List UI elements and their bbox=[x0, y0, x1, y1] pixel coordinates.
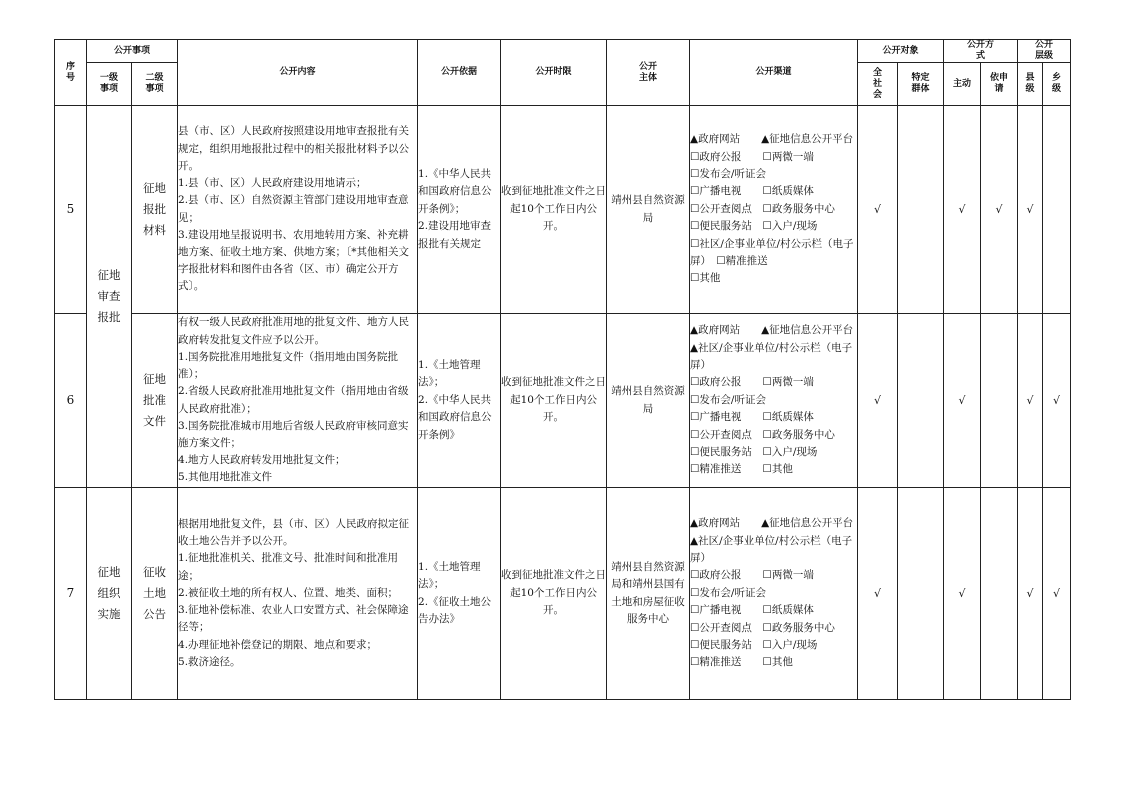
header-channels: 公开渠道 bbox=[690, 40, 858, 106]
row-content bbox=[178, 106, 418, 314]
header-items-group: 公开事项 bbox=[87, 40, 178, 63]
channel-line: ☐公开查阅点 ☐政务服务中心 bbox=[690, 428, 835, 441]
content-line: 4.办理征地补偿登记的期限、地点和要求； bbox=[178, 638, 378, 651]
content-line: 县（市、区）人民政府按照建设用地审查报批有关规定，组织用地报批过程中的相关报批材料予以公开。 bbox=[178, 125, 410, 172]
header-method-group: 公开方式 bbox=[944, 40, 1018, 63]
row-level2 bbox=[132, 106, 178, 314]
row-seq: 5 bbox=[55, 106, 87, 314]
row-basis bbox=[418, 314, 501, 488]
channel-line: ▲政府网站 ▲征地信息公开平台 ▲社区/企事业单位/村公示栏（电子屏） bbox=[690, 517, 875, 564]
row-level2 bbox=[132, 488, 178, 700]
table-row bbox=[55, 314, 1071, 488]
channel-line: ▲政府网站 ▲征地信息公开平台 bbox=[690, 133, 854, 146]
content-line: 1.县（市、区）人民政府建设用地请示； bbox=[178, 177, 367, 190]
row-township bbox=[1043, 106, 1071, 314]
header-level2: 二级事项 bbox=[132, 63, 178, 106]
header-subject: 公开主体 bbox=[607, 40, 690, 106]
channel-line: ☐公开查阅点 ☐政务服务中心 bbox=[690, 202, 835, 215]
content-line: 5.救济途径。 bbox=[178, 655, 241, 668]
header-time-limit: 公开时限 bbox=[501, 40, 607, 106]
row-channels bbox=[690, 314, 875, 488]
channel-line: ☐广播电视 ☐纸质媒体 bbox=[690, 185, 814, 198]
row-time-limit: 收到征地批准文件之日起10个工作日内公开。 bbox=[501, 488, 607, 700]
channel-line: ☐其他 bbox=[690, 272, 721, 285]
row-apply: √ bbox=[981, 106, 1018, 314]
content-line: 1.国务院批准用地批复文件（指用地由国务院批准）； bbox=[178, 350, 399, 381]
header-seq: 序号 bbox=[55, 40, 87, 106]
row-county: √ bbox=[1018, 106, 1043, 314]
channel-line: ☐社区/企事业单位/村公示栏（电子屏） ☐精准推送 bbox=[690, 237, 854, 268]
channel-line: ☐广播电视 ☐纸质媒体 bbox=[690, 411, 814, 424]
row-time-limit: 收到征地批准文件之日起10个工作日内公开。 bbox=[501, 314, 607, 488]
level1-label: 征地组织实施 bbox=[97, 565, 121, 621]
level1-review bbox=[87, 106, 132, 488]
row-channels bbox=[690, 106, 858, 314]
row-time-limit: 收到征地批准文件之日起10个工作日内公开。 bbox=[501, 106, 607, 314]
channel-line: ☐便民服务站 ☐入户/现场 bbox=[690, 220, 818, 233]
channel-line: ☐政府公报 ☐两微一端 bbox=[690, 376, 814, 389]
row-basis bbox=[418, 488, 501, 700]
disclosure-table bbox=[54, 39, 1071, 700]
content-line: 2.被征收土地的所有权人、位置、地类、面积； bbox=[178, 586, 399, 599]
row-seq: 6 bbox=[55, 314, 87, 488]
channel-line: ☐便民服务站 ☐入户/现场 bbox=[690, 639, 818, 652]
row-subject: 靖州县自然资源局 bbox=[607, 106, 690, 314]
row-target-specific bbox=[898, 314, 944, 488]
content-line: 有权一级人民政府批准用地的批复文件、地方人民政府转发批复文件应予以公开。 bbox=[178, 316, 410, 346]
channel-line: ☐便民服务站 ☐入户/现场 bbox=[690, 446, 818, 459]
header-level-county: 县级 bbox=[1018, 63, 1043, 106]
row-subject: 靖州县自然资源局 bbox=[607, 314, 690, 488]
basis-line: 2.《中华人民共和国政府信息公开条例》 bbox=[418, 393, 492, 441]
row-channels bbox=[690, 488, 875, 700]
row-active: √ bbox=[944, 488, 981, 700]
channel-line: ☐公开查阅点 ☐政务服务中心 bbox=[690, 621, 835, 634]
content-line: 3.国务院批准城市用地后省级人民政府审核同意实施方案文件； bbox=[178, 419, 409, 449]
content-line: 3.建设用地呈报说明书、农用地转用方案、补充耕地方案、征收土地方案、供地方案；〔*其他相关文字报批材料和图件由各省（区、市）确定公开方式〕。 bbox=[178, 228, 410, 293]
channel-line: ☐发布会/听证会 bbox=[690, 586, 766, 599]
header-method-active: 主动 bbox=[944, 63, 981, 106]
channel-line: ☐广播电视 ☐纸质媒体 bbox=[690, 604, 814, 617]
header-content: 公开内容 bbox=[178, 40, 418, 106]
row-township: √ bbox=[1043, 314, 1071, 488]
content-line: 2.县（市、区）自然资源主管部门建设用地审查意见； bbox=[178, 194, 409, 224]
basis-line: 1.《土地管理法》； bbox=[418, 358, 481, 389]
table-row bbox=[55, 488, 1071, 700]
basis-line: 1.《中华人民共和国政府信息公开条例》； bbox=[418, 167, 492, 215]
header-level1: 一级事项 bbox=[87, 63, 132, 106]
row-seq: 7 bbox=[55, 488, 87, 700]
level2-label: 征地报批材料 bbox=[143, 181, 166, 237]
header-target-all: 全社会 bbox=[858, 63, 898, 106]
row-level2 bbox=[132, 314, 178, 488]
level1-label: 征地审查报批 bbox=[97, 268, 121, 324]
content-line: 4.地方人民政府转发用地批复文件； bbox=[178, 454, 346, 467]
content-line: 根据用地批复文件，县（市、区）人民政府拟定征收土地公告并予以公开。 bbox=[178, 518, 410, 548]
content-line: 2.省级人民政府批准用地批复文件（指用地由省级人民政府批准）； bbox=[178, 385, 409, 415]
channel-line: ☐政府公报 ☐两微一端 bbox=[690, 150, 814, 163]
basis-line: 1.《土地管理法》； bbox=[418, 560, 481, 590]
row-township: √ bbox=[1043, 488, 1071, 700]
row-active: √ bbox=[944, 106, 981, 314]
basis-line: 2.《征收土地公告办法》 bbox=[418, 595, 492, 625]
channel-line: ☐精准推送 ☐其他 bbox=[690, 463, 793, 476]
header-method-apply: 依申请 bbox=[981, 63, 1018, 106]
header-level-township: 乡级 bbox=[1043, 63, 1071, 106]
row-county: √ bbox=[1018, 488, 1043, 700]
row-target-specific bbox=[898, 488, 944, 700]
header-target-specific: 特定群体 bbox=[898, 63, 944, 106]
row-content bbox=[178, 314, 418, 488]
channel-line: ☐政府公报 ☐两微一端 bbox=[690, 569, 814, 582]
content-line: 1.征地批准机关、批准文号、批准时间和批准用途； bbox=[178, 552, 399, 582]
row-target-all: √ bbox=[858, 314, 898, 488]
level2-label: 征收土地公告 bbox=[143, 565, 166, 621]
channel-line: ☐发布会/听证会 bbox=[690, 393, 766, 406]
content-line: 5.其他用地批准文件 bbox=[178, 471, 273, 484]
row-active: √ bbox=[944, 314, 981, 488]
basis-line: 2.建设用地审查报批有关规定 bbox=[418, 220, 492, 250]
row-subject: 靖州县自然资源局和靖州县国有土地和房屋征收服务中心 bbox=[607, 488, 690, 700]
channel-line: ▲政府网站 ▲征地信息公开平台 ▲社区/企事业单位/村公示栏（电子屏） bbox=[690, 324, 875, 371]
header-level-group: 公开层级 bbox=[1018, 40, 1071, 63]
row-basis bbox=[418, 106, 501, 314]
content-line: 3.征地补偿标准、农业人口安置方式、社会保障途径等； bbox=[178, 604, 409, 634]
row-apply bbox=[981, 314, 1018, 488]
table-row bbox=[55, 106, 1071, 314]
level1-implement bbox=[87, 488, 132, 700]
row-target-all: √ bbox=[858, 106, 898, 314]
channel-line: ☐发布会/听证会 bbox=[690, 167, 766, 180]
channel-line: ☐精准推送 ☐其他 bbox=[690, 656, 793, 669]
header-basis: 公开依据 bbox=[418, 40, 501, 106]
row-apply bbox=[981, 488, 1018, 700]
level2-label: 征地批准文件 bbox=[143, 372, 166, 428]
row-content bbox=[178, 488, 418, 700]
row-county: √ bbox=[1018, 314, 1043, 488]
row-target-specific bbox=[898, 106, 944, 314]
row-target-all: √ bbox=[858, 488, 898, 700]
header-target-group: 公开对象 bbox=[858, 40, 944, 63]
